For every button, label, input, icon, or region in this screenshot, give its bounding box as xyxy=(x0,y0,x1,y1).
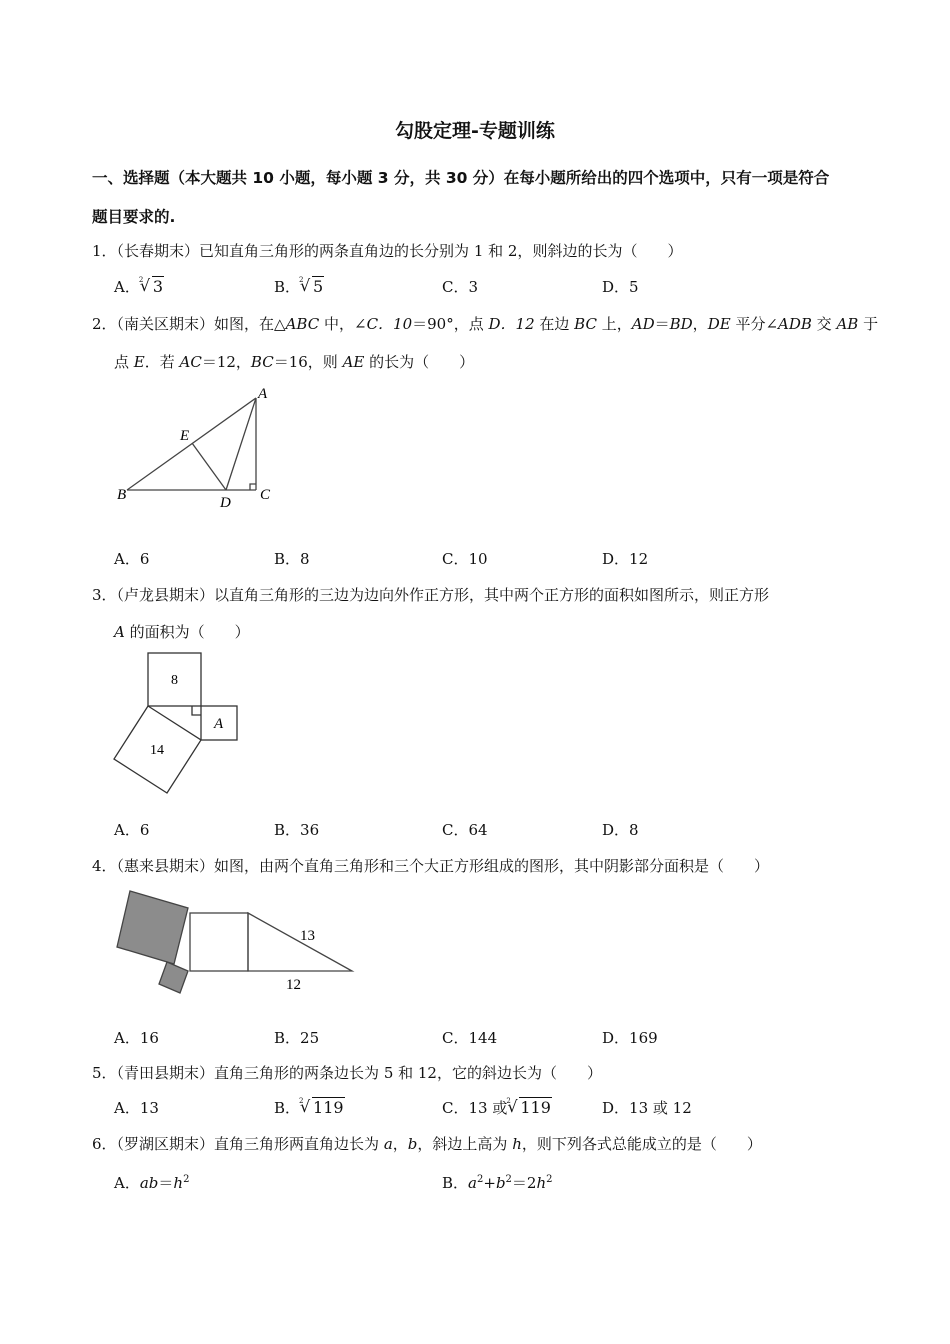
q4-squares-figure xyxy=(110,886,360,998)
q5-option-b-radicand: 119 xyxy=(313,1098,344,1117)
q5-option-a[interactable]: A．13 xyxy=(114,1099,159,1117)
q3-squares-figure xyxy=(110,650,245,795)
q4-option-b[interactable]: B．25 xyxy=(274,1029,320,1047)
q4-option-d[interactable]: D．169 xyxy=(602,1029,658,1047)
section-header-line2: 题目要求的. xyxy=(92,208,176,226)
label-13: 13 xyxy=(300,928,315,944)
q5-option-c-label: C．13 或 xyxy=(442,1099,508,1117)
q4-option-c[interactable]: C．144 xyxy=(442,1029,498,1047)
shaded-square-large xyxy=(117,891,188,964)
sqrt-symbol: √ 2 119 xyxy=(300,1098,345,1118)
q4-option-a[interactable]: A．16 xyxy=(114,1029,159,1047)
label-area-a: A xyxy=(214,716,224,732)
label-12: 12 xyxy=(286,977,301,993)
page-title: 勾股定理-专题训练 xyxy=(395,120,555,142)
question-3-stem-line2: A 的面积为（ ） xyxy=(114,623,250,641)
segment-ab xyxy=(127,398,256,490)
q1-option-a[interactable] xyxy=(114,277,164,297)
right-angle-mark xyxy=(250,484,256,490)
q1-option-a-radicand: 3 xyxy=(152,277,164,296)
label-area-8: 8 xyxy=(171,673,178,688)
question-2-stem-line2: 点 E．若 AC＝12，BC＝16，则 AE 的长为（ ） xyxy=(114,353,475,371)
q6-option-b[interactable]: B．$a^2+b^2=2h^2$ xyxy=(442,1174,553,1192)
q1-option-b-label: B． xyxy=(274,278,301,296)
question-3-stem-line1: 3．（卢龙县期末）以直角三角形的三边为边向外作正方形，其中两个正方形的面积如图所示，则正方形 xyxy=(92,586,770,604)
sqrt-symbol: √ 2 3 xyxy=(140,277,164,297)
sqrt-symbol: √ 2 119 xyxy=(507,1098,552,1118)
q3-option-d[interactable]: D．8 xyxy=(602,821,639,839)
q3-option-c[interactable]: C．64 xyxy=(442,821,488,839)
q1-option-c[interactable]: C．3 xyxy=(442,278,479,296)
q5-option-c[interactable] xyxy=(442,1098,552,1118)
label-b: B xyxy=(117,487,127,503)
q5-option-b[interactable] xyxy=(274,1098,345,1118)
q2-option-b[interactable]: B．8 xyxy=(274,550,310,568)
white-square xyxy=(190,913,248,971)
shaded-square-small xyxy=(159,962,188,993)
label-d: D xyxy=(220,495,231,511)
q2-option-a[interactable]: A．6 xyxy=(114,550,150,568)
q3-option-b[interactable]: B．36 xyxy=(274,821,320,839)
q2-option-c[interactable]: C．10 xyxy=(442,550,488,568)
q5-option-c-radicand: 119 xyxy=(520,1098,551,1117)
question-4-stem: 4．（惠来县期末）如图，由两个直角三角形和三个大正方形组成的图形，其中阴影部分面积是（ ） xyxy=(92,857,770,875)
q2-triangle-figure xyxy=(110,382,280,512)
q1-option-d[interactable]: D．5 xyxy=(602,278,639,296)
q5-option-d[interactable]: D．13 或 12 xyxy=(602,1099,692,1117)
q1-option-b[interactable] xyxy=(274,277,324,297)
label-e: E xyxy=(180,428,190,444)
q5-option-b-label: B． xyxy=(274,1099,301,1117)
q3-option-a[interactable]: A．6 xyxy=(114,821,150,839)
sqrt-symbol: √ 2 5 xyxy=(300,277,324,297)
q6-option-a[interactable]: A．$ab=h^2$ xyxy=(114,1174,190,1192)
segment-ad xyxy=(226,398,256,490)
label-a: A xyxy=(258,386,268,402)
q1-option-b-radicand: 5 xyxy=(313,277,324,296)
segment-de xyxy=(192,443,226,490)
label-c: C xyxy=(260,487,271,503)
right-angle-mark xyxy=(192,706,201,715)
section-header-line1: 一、选择题（本大题共 10 小题，每小题 3 分，共 30 分）在每小题所给出的四个选项中，只有一项是符合 xyxy=(92,169,830,187)
label-area-14: 14 xyxy=(150,743,164,758)
question-5-stem: 5．（青田县期末）直角三角形的两条边长为 5 和 12，它的斜边长为（ ） xyxy=(92,1064,602,1082)
section-header xyxy=(92,159,862,237)
question-1-stem: 1．（长春期末）已知直角三角形的两条直角边的长分别为 1 和 2，则斜边的长为（ ） xyxy=(92,242,683,260)
q2-option-d[interactable]: D．12 xyxy=(602,550,649,568)
q1-option-a-label: A． xyxy=(114,278,140,296)
question-6-stem: 6．（罗湖区期末）直角三角形两直角边长为 a，b，斜边上高为 h，则下列各式总能成立的是（ ） xyxy=(92,1135,762,1153)
question-2-stem-line1: 2．（南关区期末）如图，在△ABC 中，∠C．10＝90°，点 D．12 在边 BC 上，AD＝BD，DE 平分∠ADB 交 AB 于 xyxy=(92,315,879,333)
